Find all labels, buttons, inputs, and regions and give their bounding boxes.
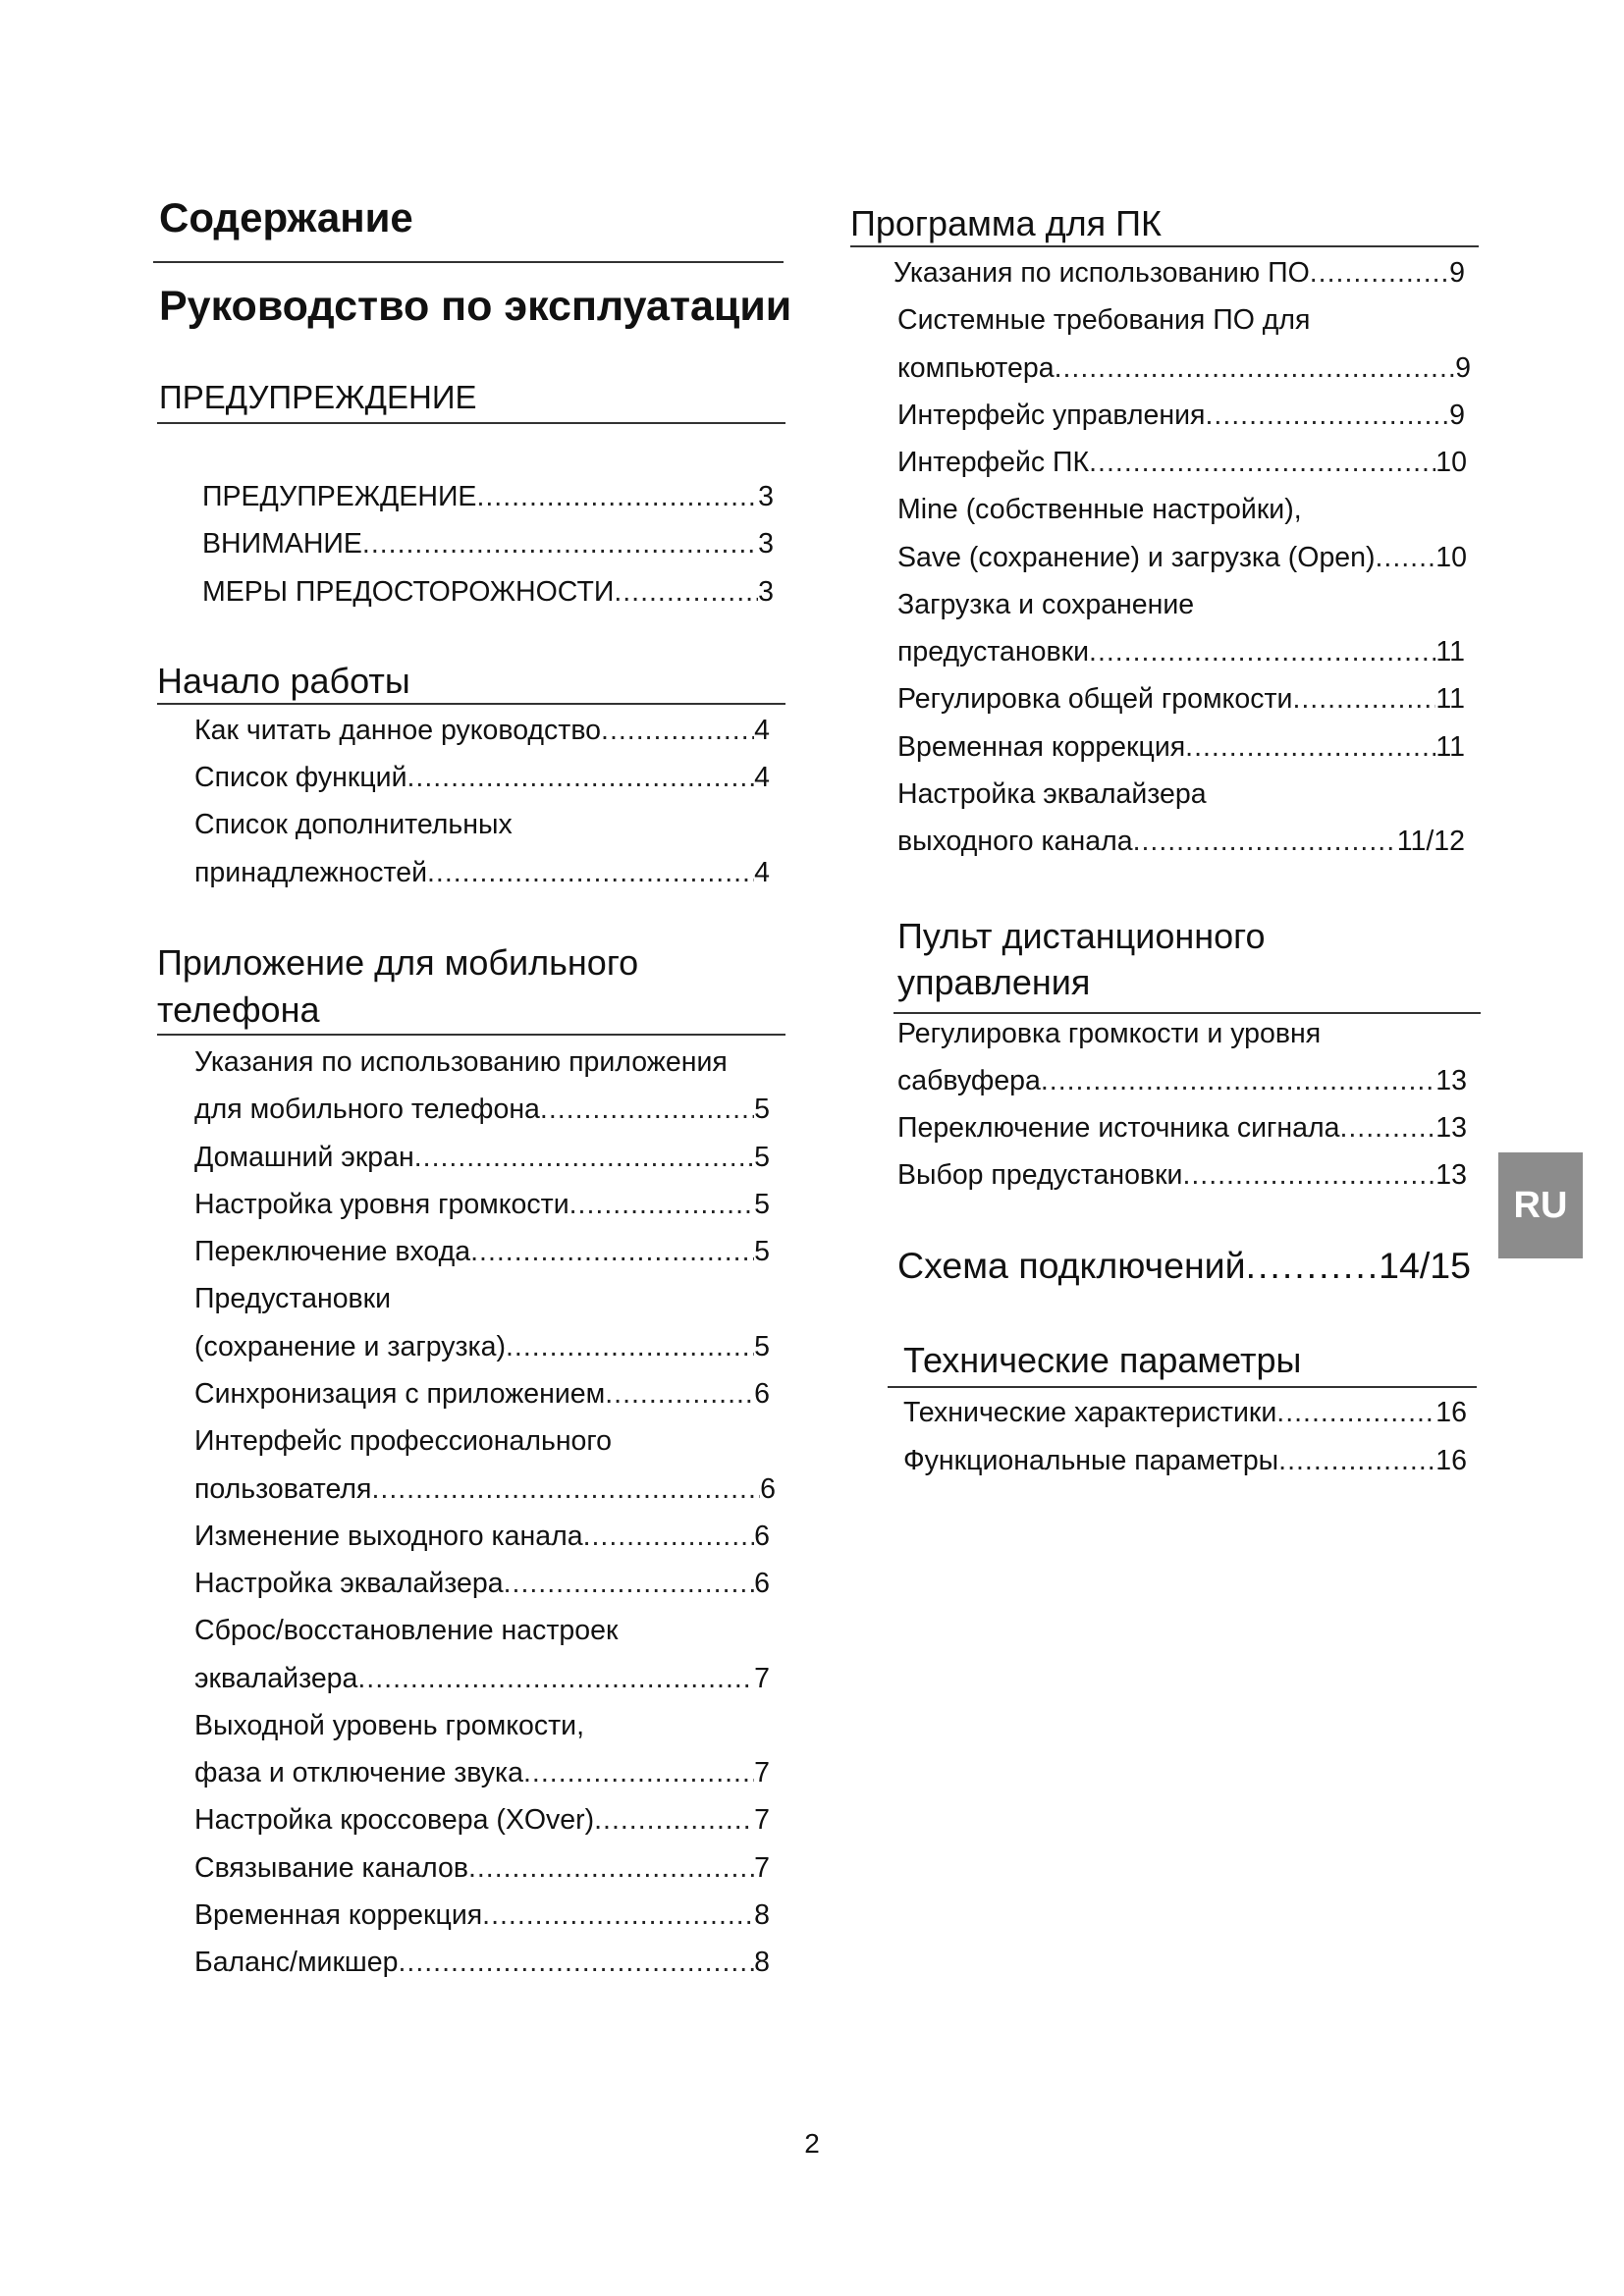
toc-entry[interactable]: Как читать данное руководство ..... 4: [194, 713, 770, 748]
toc-entry[interactable]: выходного канала ..... 11/12: [897, 824, 1465, 859]
toc-entry[interactable]: Переключение входа ..... 5: [194, 1234, 770, 1269]
section-title-remote: Пульт дистанционного: [897, 916, 1266, 956]
toc-entry[interactable]: Настройка кроссовера (XOver) ..... 7: [194, 1802, 770, 1838]
section-title-mobile: Приложение для мобильного: [157, 942, 639, 983]
toc-entry[interactable]: Временная коррекция ..... 11: [897, 729, 1465, 765]
toc-entry[interactable]: Домашний экран ..... 5: [194, 1140, 770, 1175]
toc-entry[interactable]: компьютера ..... 9: [897, 350, 1471, 386]
toc-entry[interactable]: сабвуфера ..... 13: [897, 1063, 1467, 1098]
toc-entry[interactable]: Синхронизация с приложением ..... 6: [194, 1376, 770, 1412]
section-title-warning: ПРЕДУПРЕЖДЕНИЕ: [159, 379, 477, 415]
toc-entry-text: Системные требования ПО для: [897, 304, 1311, 336]
toc-entry[interactable]: Связывание каналов ..... 7: [194, 1850, 770, 1886]
toc-entry[interactable]: Список функций ..... 4: [194, 760, 770, 795]
divider: [157, 1034, 785, 1036]
toc-entry[interactable]: Настройка эквалайзера ..... 6: [194, 1566, 770, 1601]
toc-entry[interactable]: МЕРЫ ПРЕДОСТОРОЖНОСТИ ..... 3: [202, 574, 774, 610]
toc-entry[interactable]: Переключение источника сигнала ..... 13: [897, 1110, 1467, 1146]
page-number: 2: [804, 2128, 820, 2159]
toc-entry[interactable]: (сохранение и загрузка) ..... 5: [194, 1329, 770, 1364]
toc-entry[interactable]: Функциональные параметры ..... 16: [903, 1443, 1467, 1478]
toc-entry-text: Предустановки: [194, 1283, 392, 1314]
divider: [893, 1012, 1481, 1014]
toc-entry-text: Настройка эквалайзера: [897, 778, 1207, 810]
toc-entry[interactable]: эквалайзера ..... 7: [194, 1661, 770, 1696]
toc-entry[interactable]: Выбор предустановки ..... 13: [897, 1157, 1467, 1193]
toc-entry[interactable]: ПРЕДУПРЕЖДЕНИЕ ..... 3: [202, 479, 774, 514]
toc-entry[interactable]: Настройка уровня громкости ..... 5: [194, 1187, 770, 1222]
toc-entry-text: Регулировка громкости и уровня: [897, 1018, 1322, 1049]
toc-entry[interactable]: Save (сохранение) и загрузка (Open) ..... 10: [897, 540, 1467, 575]
language-tab: RU: [1498, 1152, 1583, 1258]
toc-entry[interactable]: Интерфейс управления ..... 9: [897, 398, 1465, 433]
divider: [157, 422, 785, 424]
toc-entry[interactable]: предустановки ..... 11: [897, 634, 1465, 669]
toc-entry-wiring[interactable]: Схема подключений ..... 14/15: [897, 1242, 1471, 1289]
toc-entry[interactable]: Изменение выходного канала ..... 6: [194, 1519, 770, 1554]
toc-entry-text: Интерфейс профессионального: [194, 1425, 613, 1457]
section-title-mobile-line2: телефона: [157, 989, 320, 1030]
toc-entry[interactable]: Технические характеристики ..... 16: [903, 1395, 1467, 1430]
toc-entry[interactable]: Интерфейс ПК ..... 10: [897, 445, 1467, 480]
toc-entry[interactable]: Регулировка общей громкости ..... 11: [897, 681, 1465, 717]
contents-title: Содержание: [159, 194, 413, 240]
toc-entry-text: Выходной уровень громкости,: [194, 1710, 584, 1741]
toc-entry[interactable]: принадлежностей ..... 4: [194, 855, 770, 890]
toc-entry[interactable]: для мобильного телефона ..... 5: [194, 1092, 770, 1127]
section-title-start: Начало работы: [157, 661, 410, 701]
divider: [888, 1386, 1477, 1388]
section-title-tech: Технические параметры: [903, 1340, 1302, 1380]
manual-title: Руководство по эксплуатации: [159, 283, 792, 330]
toc-entry[interactable]: Баланс/микшер ..... 8: [194, 1945, 770, 1980]
toc-entry[interactable]: Временная коррекция ..... 8: [194, 1897, 770, 1933]
toc-entry-text: Список дополнительных: [194, 809, 513, 840]
section-title-remote-line2: управления: [897, 962, 1091, 1002]
toc-entry-text: Mine (собственные настройки),: [897, 494, 1302, 525]
divider: [850, 245, 1479, 247]
toc-entry-text: Указания по использованию приложения: [194, 1046, 728, 1078]
toc-entry[interactable]: пользователя ..... 6: [194, 1471, 776, 1507]
divider: [157, 703, 785, 705]
divider: [153, 261, 784, 263]
toc-entry[interactable]: Указания по использованию ПО ..... 9: [893, 255, 1465, 291]
toc-entry[interactable]: ВНИМАНИЕ ..... 3: [202, 526, 774, 561]
toc-entry-text: Загрузка и сохранение: [897, 589, 1195, 620]
toc-entry[interactable]: фаза и отключение звука ..... 7: [194, 1755, 770, 1790]
section-title-pc: Программа для ПК: [850, 203, 1162, 243]
toc-entry-text: Сброс/восстановление настроек: [194, 1615, 619, 1646]
